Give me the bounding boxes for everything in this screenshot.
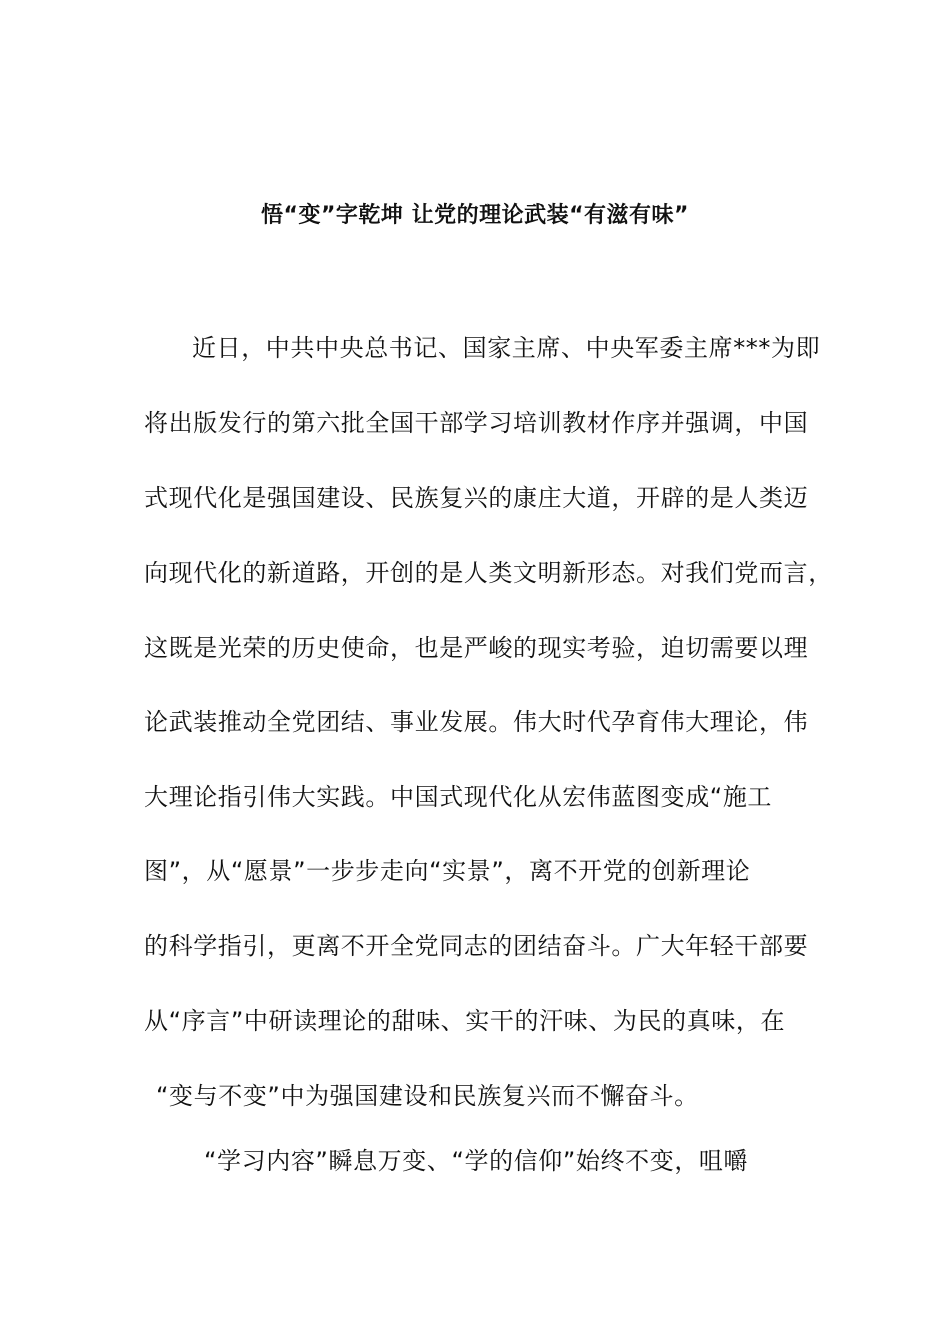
document-title: 悟“变”字乾坤 让党的理论武装“有滋有味”	[261, 203, 689, 228]
paragraph-1-line-10: 从“序言”中研读理论的甜味、实干的汗味、为民的真味，在	[144, 1007, 786, 1035]
paragraph-1-line-8: 图”，从“愿景”一步步走向“实景”，离不开党的创新理论	[144, 857, 751, 885]
paragraph-1-line-9: 的科学指引，更离不开全党同志的团结奋斗。广大年轻干部要	[144, 932, 809, 960]
paragraph-1-line-4: 向现代化的新道路，开创的是人类文明新形态。对我们党而言，	[144, 559, 833, 587]
paragraph-1-line-7: 大理论指引伟大实践。中国式现代化从宏伟蓝图变成“施工	[144, 783, 773, 811]
paragraph-1-line-2: 将出版发行的第六批全国干部学习培训教材作序并强调，中国	[144, 409, 809, 437]
paragraph-1-line-5: 这既是光荣的历史使命，也是严峻的现实考验，迫切需要以理	[144, 634, 809, 662]
paragraph-1-line-6: 论武装推动全党团结、事业发展。伟大时代孕育伟大理论，伟	[144, 708, 809, 736]
paragraph-1-line-11: “变与不变”中为强国建设和民族复兴而不懈奋斗。	[156, 1082, 699, 1110]
paragraph-1-line-1: 近日，中共中央总书记、国家主席、中央军委主席***为即	[192, 334, 821, 362]
paragraph-1-line-3: 式现代化是强国建设、民族复兴的康庄大道，开辟的是人类迈	[144, 484, 809, 512]
paragraph-2-line-1: “学习内容”瞬息万变、“学的信仰”始终不变，咀嚼	[204, 1147, 749, 1175]
